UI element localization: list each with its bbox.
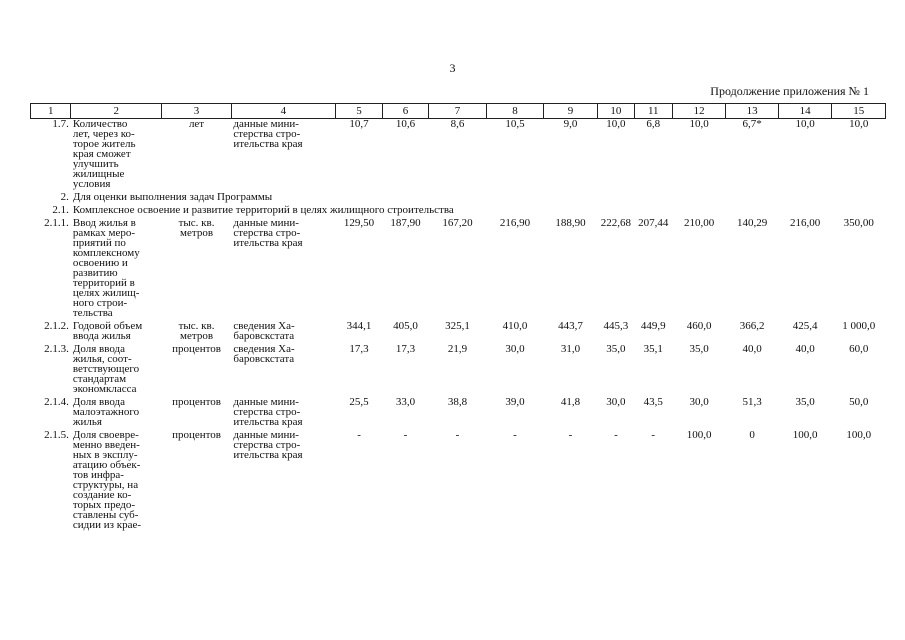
unit-cell-line: метров xyxy=(180,227,214,239)
unit-cell xyxy=(162,344,232,397)
unit-cell xyxy=(162,430,232,533)
column-header: 6 xyxy=(383,104,428,119)
indicator-name-line: ветствующего xyxy=(72,363,140,375)
value-cell: - xyxy=(403,429,408,441)
value-cell: 100,0 xyxy=(792,429,818,441)
value-cell: 33,0 xyxy=(395,396,416,408)
indicator-name-line: рамках меро- xyxy=(72,227,136,239)
section-title: Комплексное освоение и развитие территорий в целях жилищного строительства xyxy=(72,204,454,216)
value-cell: 21,9 xyxy=(447,343,468,355)
table-row xyxy=(31,430,886,533)
indicator-name-line: менно введен- xyxy=(72,439,140,451)
indicator-name xyxy=(71,397,162,430)
indicators-table xyxy=(30,103,886,533)
indicator-name-line: стандартам xyxy=(72,373,127,385)
value-cell: 30,0 xyxy=(505,343,525,355)
indicator-name-line: приятий по xyxy=(72,237,126,249)
source-cell-line: баровскстата xyxy=(233,330,295,342)
value-cell: 31,0 xyxy=(560,343,581,355)
unit-cell-line: тыс. кв. xyxy=(178,217,215,229)
unit-cell xyxy=(162,119,232,193)
value-cell: 41,8 xyxy=(560,396,581,408)
value-cell: 460,0 xyxy=(686,320,712,332)
value-cell: 38,8 xyxy=(447,396,468,408)
source-cell-line: ительства края xyxy=(233,138,303,150)
indicator-name xyxy=(71,119,162,193)
source-cell-line: баровскстата xyxy=(233,353,295,365)
value-cell: 410,0 xyxy=(502,320,528,332)
column-header: 2 xyxy=(71,104,162,119)
source-cell-line: данные мини- xyxy=(233,396,299,408)
unit-cell-line: процентов xyxy=(172,429,221,441)
unit-cell-line: метров xyxy=(180,330,214,342)
table-body xyxy=(31,119,886,534)
value-cell: 216,00 xyxy=(790,217,821,229)
value-cell: 10,0 xyxy=(795,118,815,130)
indicator-name-line: ного строи- xyxy=(72,297,128,309)
row-number: 2.1.1. xyxy=(44,217,69,229)
row-number: 2.1.3. xyxy=(44,343,69,355)
value-cell: 9,0 xyxy=(563,118,578,130)
source-cell-line: сведения Ха- xyxy=(233,320,295,332)
indicator-name-line: сидии из крае- xyxy=(72,519,142,531)
indicator-name-line: улучшить xyxy=(72,158,119,170)
indicator-name-line: Годовой объем xyxy=(72,320,143,332)
table-row xyxy=(31,397,886,430)
value-cell: - xyxy=(513,429,517,441)
value-cell: 39,0 xyxy=(505,396,525,408)
value-cell: 10,0 xyxy=(689,118,709,130)
value-cell: 35,0 xyxy=(606,343,626,355)
unit-cell xyxy=(162,321,232,344)
page-number: 3 xyxy=(449,61,456,75)
indicator-name-line: торое житель xyxy=(72,138,136,150)
column-header: 7 xyxy=(428,104,487,119)
value-cell: 350,00 xyxy=(843,217,874,229)
value-cell: 0 xyxy=(749,429,755,441)
column-header: 12 xyxy=(672,104,726,119)
value-cell: 35,1 xyxy=(643,343,663,355)
source-cell-line: сведения Ха- xyxy=(233,343,295,355)
unit-cell-line: процентов xyxy=(172,343,221,355)
value-cell: 30,0 xyxy=(689,396,709,408)
indicator-name-line: Доля ввода xyxy=(72,396,126,408)
source-cell-line: стерства стро- xyxy=(233,406,301,418)
indicator-name-line: лет, через ко- xyxy=(72,128,135,140)
table-row xyxy=(31,119,886,193)
value-cell: 443,7 xyxy=(558,320,583,332)
value-cell: 60,0 xyxy=(849,343,869,355)
value-cell: 10,6 xyxy=(395,118,416,130)
indicator-name-line: развитию xyxy=(72,267,118,279)
value-cell: 207,44 xyxy=(638,217,669,229)
row-number: 2.1. xyxy=(52,204,69,216)
indicator-name-line: малоэтажного xyxy=(72,406,140,418)
row-number: 1.7. xyxy=(52,118,69,130)
indicator-name-line: ввода жилья xyxy=(72,330,131,342)
value-cell: - xyxy=(357,429,361,441)
column-header: 10 xyxy=(598,104,634,119)
continuation-label: Продолжение приложения № 1 xyxy=(710,84,869,98)
indicator-name-line: Доля своевре- xyxy=(72,429,139,441)
value-cell: 100,0 xyxy=(846,429,872,441)
column-number-row xyxy=(31,104,886,119)
indicator-name-line: Ввод жилья в xyxy=(72,217,136,229)
value-cell: 10,0 xyxy=(849,118,869,130)
indicator-name-line: тов инфра- xyxy=(72,469,124,481)
indicator-name xyxy=(71,430,162,533)
unit-cell-line: лет xyxy=(188,118,205,130)
source-cell xyxy=(231,344,335,397)
column-header: 15 xyxy=(832,104,886,119)
value-cell: - xyxy=(568,429,573,441)
indicator-name-line: территорий в xyxy=(72,277,135,289)
value-cell: 344,1 xyxy=(346,320,372,332)
unit-cell xyxy=(162,397,232,430)
column-header: 8 xyxy=(487,104,544,119)
value-cell: 445,3 xyxy=(603,320,629,332)
value-cell: 6,7* xyxy=(742,118,762,130)
row-number: 2.1.2. xyxy=(44,320,69,332)
value-cell: 10,5 xyxy=(505,118,525,130)
indicator-name-line: освоению и xyxy=(72,257,128,269)
value-cell: 100,0 xyxy=(686,429,712,441)
table-row xyxy=(31,218,886,321)
indicator-name-line: жилищные xyxy=(72,168,125,180)
value-cell: 1 000,0 xyxy=(842,320,876,332)
source-cell xyxy=(231,397,335,430)
source-cell-line: ительства края xyxy=(233,449,303,461)
value-cell: 6,8 xyxy=(646,118,661,130)
value-cell: 325,1 xyxy=(445,320,470,332)
value-cell: 10,0 xyxy=(606,118,626,130)
indicator-name xyxy=(71,321,162,344)
value-cell: 188,90 xyxy=(555,217,586,229)
source-cell-line: ительства края xyxy=(233,237,303,249)
unit-cell-line: тыс. кв. xyxy=(178,320,215,332)
indicator-name-line: ных в эксплу- xyxy=(72,449,138,461)
value-cell: 40,0 xyxy=(795,343,815,355)
value-cell: 51,3 xyxy=(742,396,762,408)
value-cell: - xyxy=(651,429,656,441)
value-cell: 216,90 xyxy=(499,217,531,229)
source-cell-line: ительства края xyxy=(233,416,303,428)
source-cell-line: стерства стро- xyxy=(233,439,301,451)
section-title: Для оценки выполнения задач Программы xyxy=(72,191,273,203)
row-number: 2.1.4. xyxy=(44,396,69,408)
indicator-name-line: структуры, на xyxy=(72,479,139,491)
column-header: 11 xyxy=(634,104,672,119)
table-row xyxy=(31,344,886,397)
value-cell: 167,20 xyxy=(442,217,473,229)
source-cell-line: данные мини- xyxy=(233,429,299,441)
column-header: 9 xyxy=(543,104,598,119)
value-cell: 50,0 xyxy=(849,396,869,408)
source-cell-line: данные мини- xyxy=(233,217,299,229)
indicator-name-line: условия xyxy=(72,178,111,190)
column-header: 1 xyxy=(31,104,71,119)
value-cell: 449,9 xyxy=(640,320,666,332)
value-cell: 8,6 xyxy=(450,118,465,130)
value-cell: 425,4 xyxy=(792,320,818,332)
value-cell: 35,0 xyxy=(689,343,709,355)
table-row xyxy=(31,321,886,344)
source-cell-line: данные мини- xyxy=(233,118,299,130)
indicator-name-line: ставлены суб- xyxy=(72,509,139,521)
value-cell: 17,3 xyxy=(395,343,416,355)
indicator-name-line: целях жилищ- xyxy=(72,287,140,299)
value-cell: 43,5 xyxy=(643,396,663,408)
indicator-name xyxy=(71,218,162,321)
indicator-name-line: края сможет xyxy=(72,148,131,160)
value-cell: 40,0 xyxy=(742,343,762,355)
value-cell: 17,3 xyxy=(349,343,369,355)
value-cell: 129,50 xyxy=(343,217,375,229)
source-cell-line: стерства стро- xyxy=(233,227,301,239)
value-cell: 187,90 xyxy=(390,217,421,229)
indicator-name xyxy=(71,344,162,397)
column-header: 3 xyxy=(162,104,232,119)
value-cell: 35,0 xyxy=(795,396,815,408)
source-cell xyxy=(231,430,335,533)
value-cell: - xyxy=(455,429,460,441)
value-cell: 140,29 xyxy=(737,217,768,229)
indicator-name-line: комплексному xyxy=(72,247,140,259)
column-header: 5 xyxy=(335,104,382,119)
indicator-name-line: экономкласса xyxy=(72,383,137,395)
indicator-name-line: Количество xyxy=(72,118,128,130)
indicator-name-line: торых предо- xyxy=(72,499,136,511)
unit-cell xyxy=(162,218,232,321)
value-cell: 10,7 xyxy=(349,118,369,130)
value-cell: 366,2 xyxy=(739,320,765,332)
value-cell: 25,5 xyxy=(349,396,369,408)
source-cell xyxy=(231,218,335,321)
value-cell: 30,0 xyxy=(606,396,626,408)
indicator-name-line: атацию объек- xyxy=(72,459,141,471)
value-cell: - xyxy=(614,429,618,441)
indicator-name-line: жилья xyxy=(72,416,102,428)
source-cell xyxy=(231,321,335,344)
column-header: 14 xyxy=(778,104,832,119)
value-cell: 222,68 xyxy=(600,217,632,229)
value-cell: 210,00 xyxy=(684,217,715,229)
column-header: 4 xyxy=(231,104,335,119)
source-cell-line: стерства стро- xyxy=(233,128,301,140)
indicator-name-line: тельства xyxy=(72,307,113,319)
indicator-name-line: жилья, соот- xyxy=(72,353,132,365)
column-header: 13 xyxy=(726,104,778,119)
row-number: 2.1.5. xyxy=(44,429,69,441)
value-cell: 405,0 xyxy=(393,320,418,332)
indicator-name-line: создание ко- xyxy=(72,489,132,501)
row-number: 2. xyxy=(60,191,69,203)
source-cell xyxy=(231,119,335,193)
indicator-name-line: Доля ввода xyxy=(72,343,126,355)
unit-cell-line: процентов xyxy=(172,396,221,408)
